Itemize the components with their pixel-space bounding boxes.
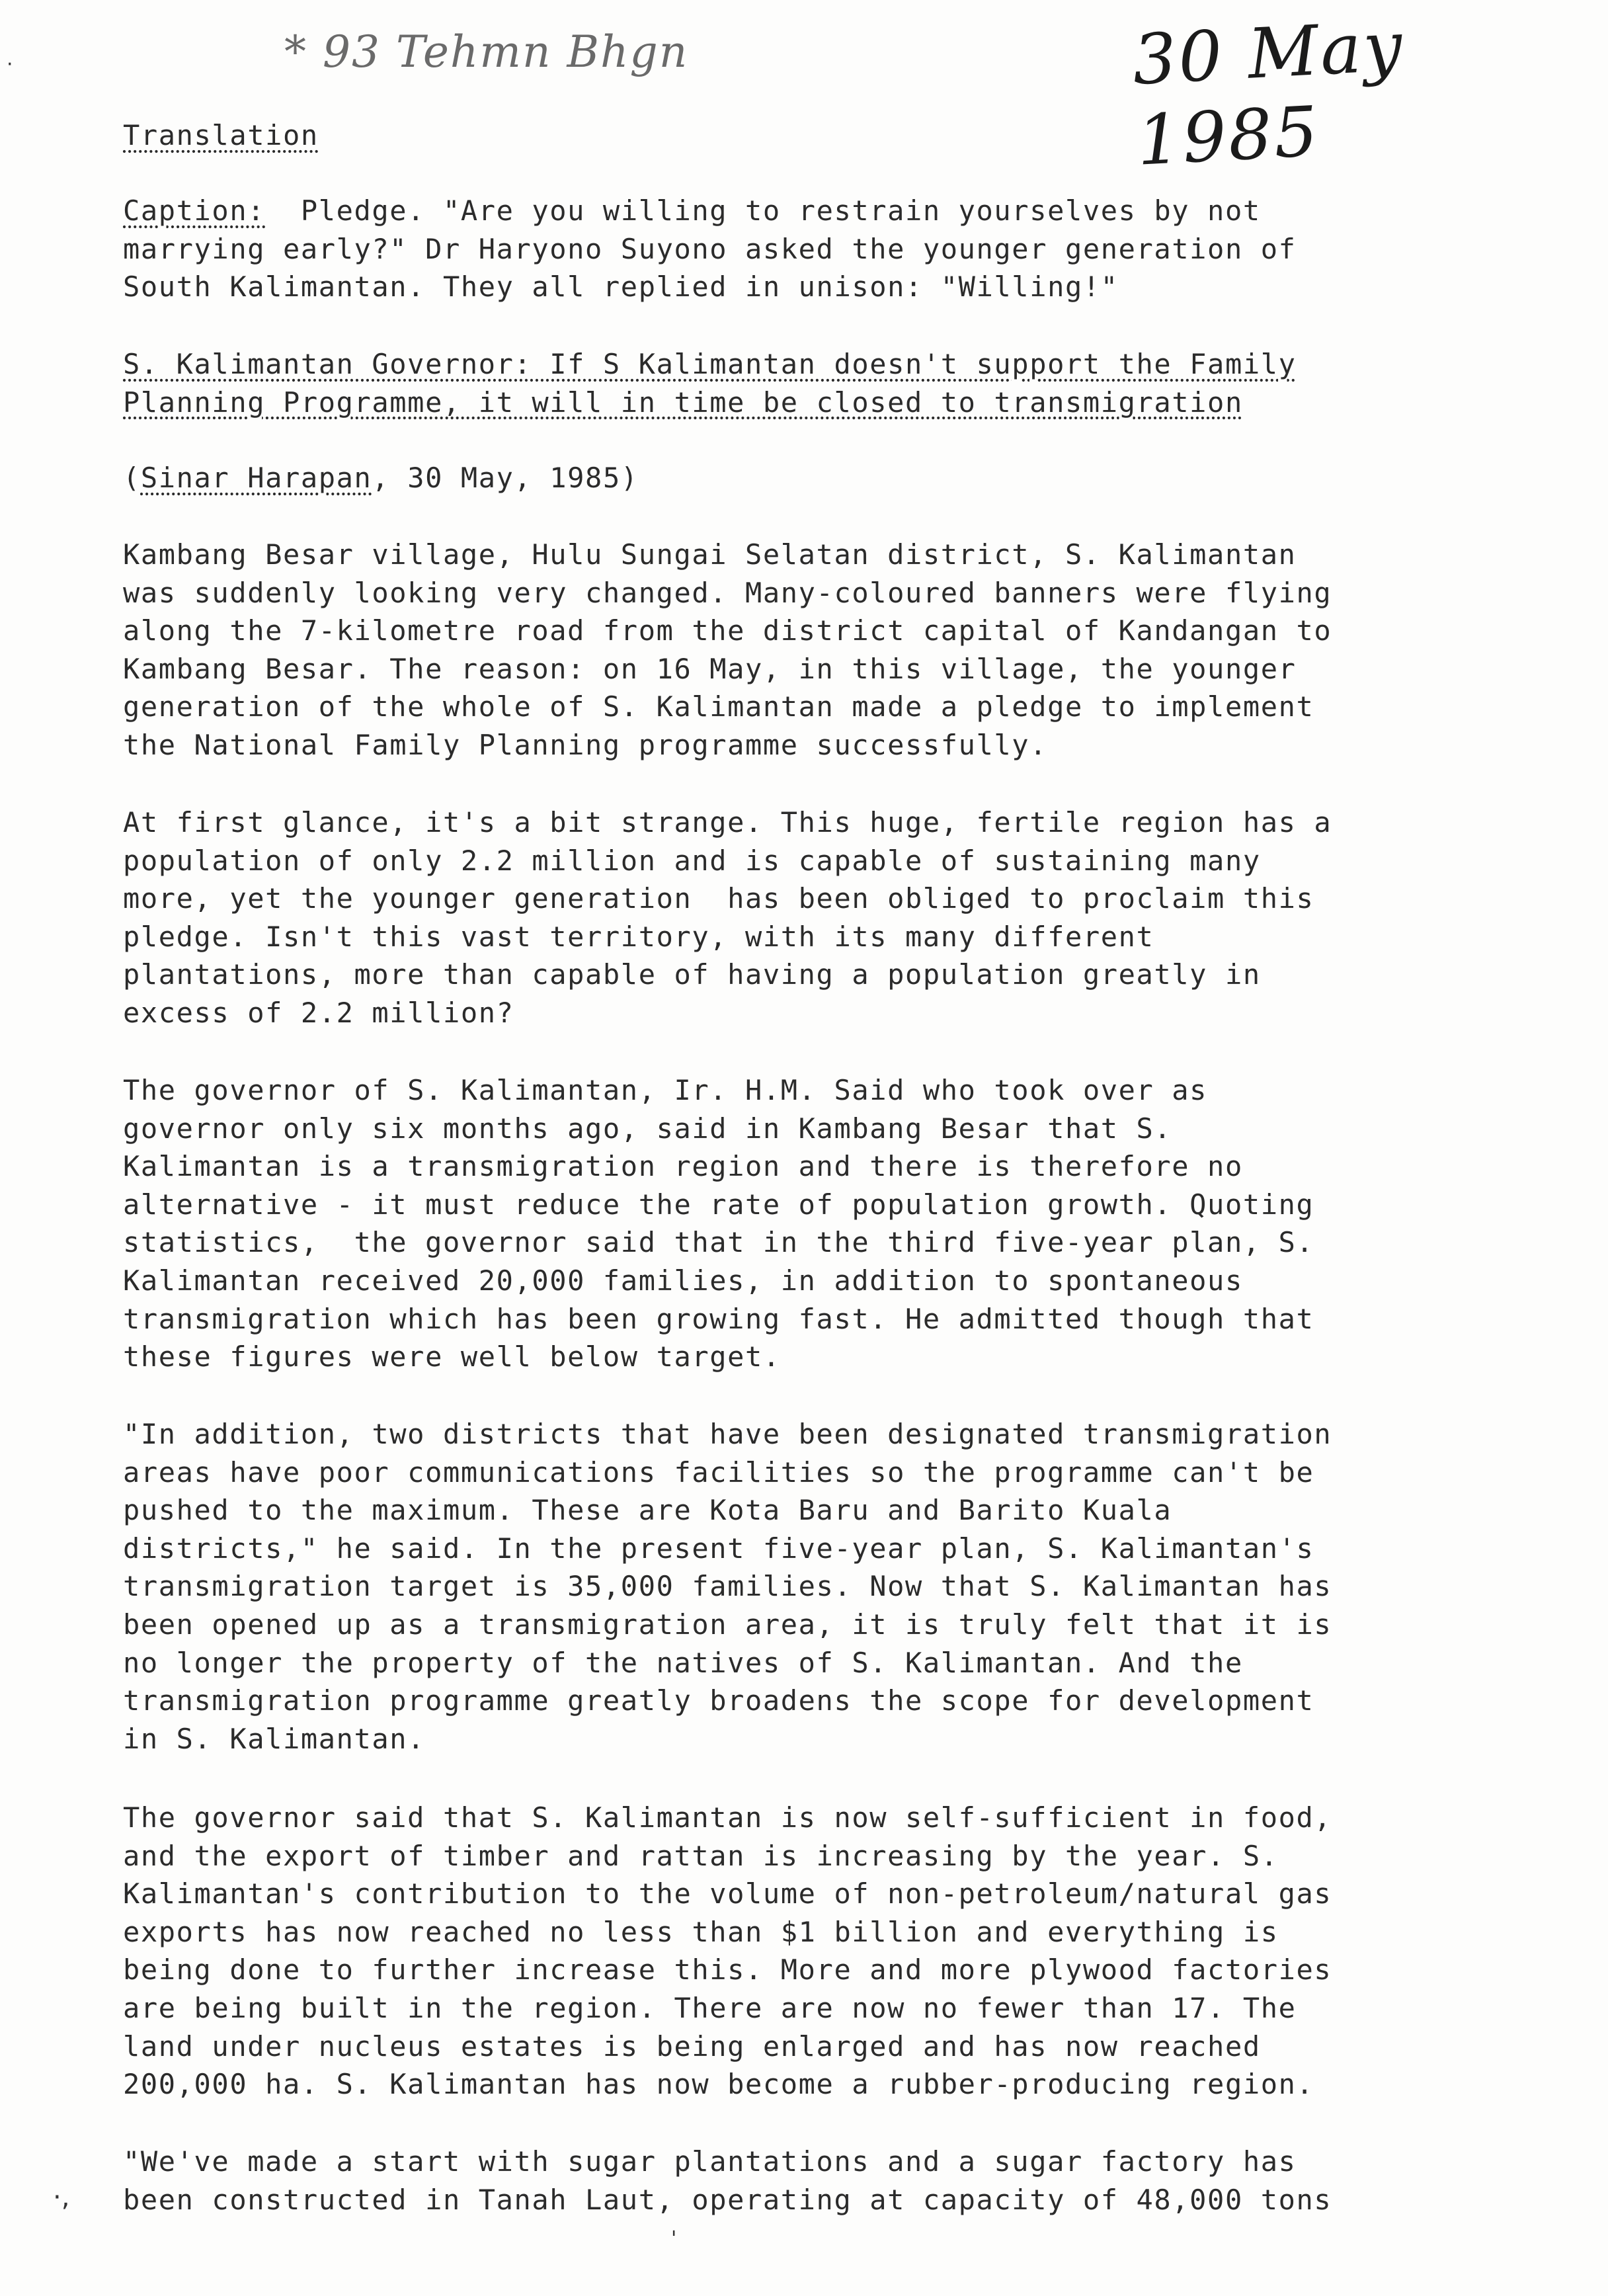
paragraph-line: more, yet the younger generation has been obliged to proclaim this: [123, 882, 1314, 915]
paragraph-line: are being built in the region. There are now no fewer than 17. The: [123, 1991, 1297, 2024]
paragraph-2: [123, 803, 1485, 1032]
paragraph-line: been constructed in Tanah Laut, operating at capacity of 48,000 tons: [123, 2183, 1332, 2216]
paragraph-line: statistics, the governor said that in the third five-year plan, S.: [123, 1226, 1314, 1259]
source-open: (: [123, 462, 141, 494]
paragraph-line: governor only six months ago, said in Kambang Besar that S.: [123, 1112, 1172, 1145]
paragraph-line: been opened up as a transmigration area, it is truly felt that it is: [123, 1608, 1332, 1641]
paragraph-line: The governor said that S. Kalimantan is now self-sufficient in food,: [123, 1801, 1332, 1834]
paragraph-line: pushed to the maximum. These are Kota Baru and Barito Kuala: [123, 1494, 1172, 1527]
paragraph-line: was suddenly looking very changed. Many-coloured banners were flying: [123, 576, 1332, 609]
paragraph-4: [123, 1415, 1485, 1758]
translation-label: Translation: [123, 119, 319, 151]
caption-block: [123, 192, 1485, 306]
paragraph-line: the National Family Planning programme successfully.: [123, 728, 1048, 761]
paragraph-line: being done to further increase this. More and more plywood factories: [123, 1953, 1332, 1987]
paragraph-1: [123, 536, 1485, 764]
paragraph-line: excess of 2.2 million?: [123, 996, 514, 1029]
paragraph-line: population of only 2.2 million and is capable of sustaining many: [123, 844, 1261, 877]
paragraph-line: Kalimantan received 20,000 families, in addition to spontaneous: [123, 1264, 1243, 1297]
source-date: , 30 May, 1985): [372, 462, 639, 494]
translation-heading: [123, 116, 319, 155]
paragraph-line: At first glance, it's a bit strange. This huge, fertile region has a: [123, 806, 1332, 839]
paragraph-line: generation of the whole of S. Kalimantan made a pledge to implement: [123, 690, 1314, 723]
paragraph-line: transmigration programme greatly broadens the scope for development: [123, 1684, 1314, 1717]
paragraph-line: and the export of timber and rattan is increasing by the year. S.: [123, 1839, 1279, 1872]
paragraph-line: no longer the property of the natives of S. Kalimantan. And the: [123, 1646, 1243, 1679]
paragraph-6: [123, 2143, 1485, 2219]
paragraph-line: these figures were well below target.: [123, 1340, 781, 1374]
paragraph-line: transmigration which has been growing fast. He admitted though that: [123, 1302, 1314, 1335]
paragraph-line: "In addition, two districts that have been designated transmigration: [123, 1418, 1332, 1450]
caption-line: marrying early?" Dr Haryono Suyono asked the younger generation of: [123, 232, 1297, 265]
paragraph-line: Kambang Besar. The reason: on 16 May, in this village, the younger: [123, 652, 1297, 685]
paragraph-line: Kalimantan's contribution to the volume of non-petroleum/natural gas: [123, 1877, 1332, 1910]
paragraph-line: Kambang Besar village, Hulu Sungai Selatan district, S. Kalimantan: [123, 538, 1297, 571]
paragraph-line: "We've made a start with sugar plantations and a sugar factory has: [123, 2145, 1297, 2178]
paragraph-3: [123, 1071, 1485, 1376]
caption-line: Pledge. "Are you willing to restrain yourselves by not: [265, 194, 1261, 227]
caption-line: South Kalimantan. They all replied in unison: "Willing!": [123, 270, 1119, 304]
paragraph-line: districts," he said. In the present five-year plan, S. Kalimantan's: [123, 1532, 1314, 1565]
paragraph-line: alternative - it must reduce the rate of population growth. Quoting: [123, 1188, 1314, 1221]
handwritten-note: * 93 Tehmn Bhgn: [284, 26, 689, 77]
scan-mark-center: ': [671, 2227, 677, 2250]
handwritten-date: 30 May 1985: [1131, 5, 1406, 181]
paragraph-line: land under nucleus estates is being enlarged and has now reached: [123, 2030, 1261, 2063]
paragraph-line: exports has now reached no less than $1 billion and everything is: [123, 1915, 1279, 1948]
paragraph-line: pledge. Isn't this vast territory, with its many different: [123, 920, 1154, 953]
article-headline: [123, 345, 1485, 421]
paragraph-line: plantations, more than capable of having a population greatly in: [123, 958, 1261, 991]
scan-mark-bottom: ·,: [53, 2182, 70, 2213]
paragraph-line: The governor of S. Kalimantan, Ir. H.M. Said who took over as: [123, 1074, 1208, 1106]
paragraph-line: 200,000 ha. S. Kalimantan has now become a rubber-producing region.: [123, 2068, 1314, 2101]
caption-label: Caption:: [123, 194, 266, 227]
paragraph-line: areas have poor communications facilities so the programme can't be: [123, 1456, 1314, 1489]
scan-mark-top: ·: [7, 53, 13, 76]
paragraph-line: Kalimantan is a transmigration region and there is therefore no: [123, 1150, 1243, 1183]
paragraph-line: transmigration target is 35,000 families. Now that S. Kalimantan has: [123, 1570, 1332, 1603]
paragraph-5: [123, 1799, 1485, 2104]
headline-line: S. Kalimantan Governor: If S Kalimantan doesn't support the Family: [123, 348, 1297, 380]
headline-line: Planning Programme, it will in time be closed to transmigration: [123, 386, 1243, 419]
article-source: [123, 459, 1485, 497]
paragraph-line: in S. Kalimantan.: [123, 1722, 426, 1755]
source-publication: Sinar Harapan: [140, 462, 372, 494]
paragraph-line: along the 7-kilometre road from the district capital of Kandangan to: [123, 614, 1332, 647]
